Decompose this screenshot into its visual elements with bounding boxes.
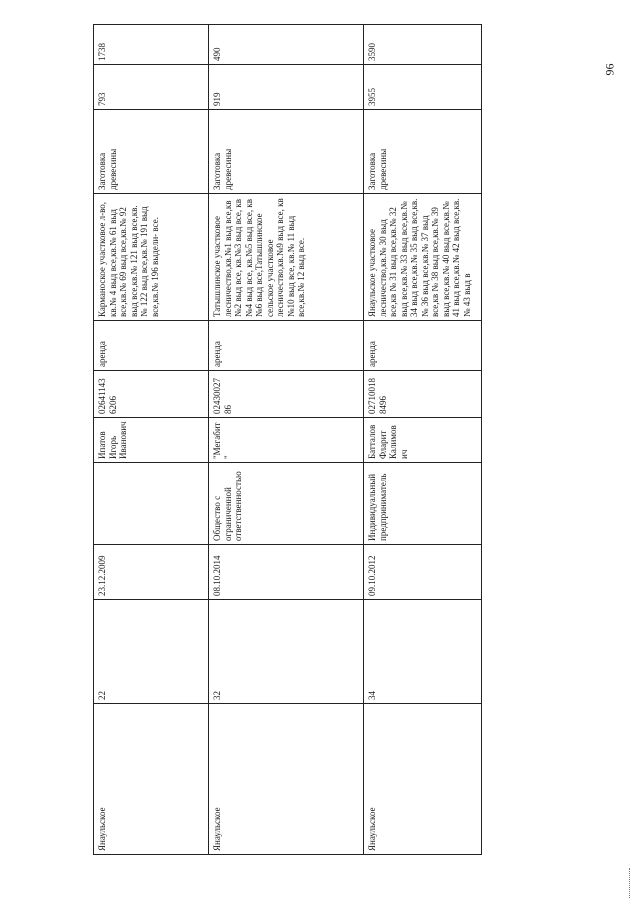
cell-inn: 0243002786 [209,371,364,418]
cell-location: Карманоское участковое л-во, кв.№ 4 выд все,кв.№ 61 выд все,кв.№ 69 выд все,кв.№ 92 выд все,кв.№ 121 выд все,кв.№ 122 выд все,кв.№ 191 выд все,кв.№ 196 выдели- все. [94,194,209,321]
cell-num: 22 [94,600,209,704]
cell-basis: аренда [209,321,364,371]
cell-name: "Мегабит" [209,418,364,463]
cell-num: 34 [364,600,482,704]
cell-basis: аренда [364,321,482,371]
cell-inn: 026411436206 [94,371,209,418]
cell-area: Янаульское [94,704,209,855]
lease-table [93,24,482,855]
cell-date: 08.10.2014 [209,545,364,600]
table-row [364,25,482,855]
cell-org-type [94,463,209,545]
cell-name: Ипатов Игорь Иванович [94,418,209,463]
cell-location: Янаульское участковое лесничество,кв.№ 30 выд все,кв № 31 выд все,кв.№ 32 выд все,кв.№ 33 выд все,кв.№ 34 выд все,кв.№ 35 выд все,кв.№ 36 выд все,кв.№ 37 выд все,кв № 38 выд все,кв.№ 39 выд все,кв.№ 40 выд все,кв.№ 41 выд все,кв.№ 42 выд все,кв.№ 43 выд в [364,194,482,321]
cell-date: 09.10.2012 [364,545,482,600]
cell-org-type: Общество с ограниченной ответственностью [209,463,364,545]
cell-purpose: Заготовка древесины [94,110,209,194]
cell-purpose: Заготовка древесины [209,110,364,194]
cell-purpose: Заготовка древесины [364,110,482,194]
cell-num: 32 [209,600,364,704]
cell-area: Янаульское [364,704,482,855]
cell-volume: 490 [209,25,364,65]
cell-name: Батталов Фларит Калимович [364,418,482,463]
scan-artifact [629,868,632,898]
cell-area-ha: 3955 [364,65,482,110]
cell-inn: 027100188496 [364,371,482,418]
cell-area: Янаульское [209,704,364,855]
table-row [209,25,364,855]
cell-volume: 1738 [94,25,209,65]
cell-org-type: Индивидуальный предприниматель [364,463,482,545]
cell-volume: 3590 [364,25,482,65]
table-row [94,25,209,855]
rotated-table-container [93,25,472,855]
cell-location: Татышлинское участковое лесничество,кв.№1 выд все,кв №2 выд все, кв.№3 выд все, кв №4 выд все, кв.№5 выд все, кв №6 выд все,Татышлинское сельское участковое лесничество,кв.№9 выд все, кв №10 выд все, кв.№ 11 выд все,кв.№ 12 выд все. [209,194,364,321]
cell-area-ha: 919 [209,65,364,110]
page-number: 96 [602,63,617,76]
cell-date: 23.12.2009 [94,545,209,600]
cell-basis: аренда [94,321,209,371]
cell-area-ha: 793 [94,65,209,110]
